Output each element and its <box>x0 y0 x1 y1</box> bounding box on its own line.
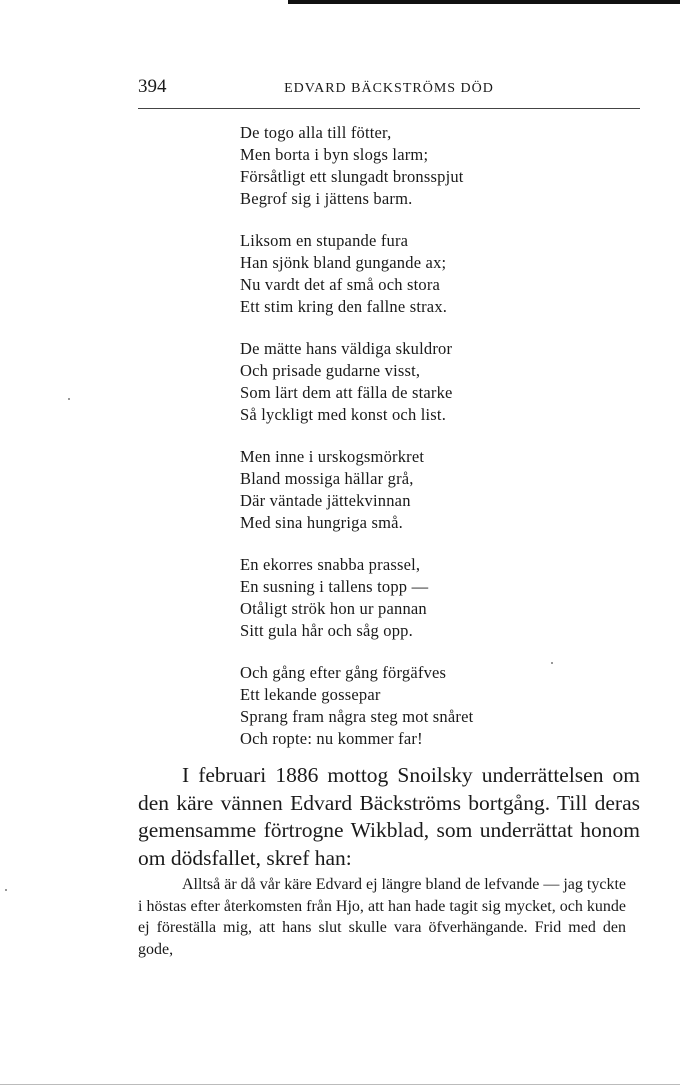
poem-line: Där väntade jättekvinnan <box>240 491 411 510</box>
poem-line: Nu vardt det af små och stora <box>240 275 441 294</box>
stanza-4 <box>240 446 560 534</box>
page-header <box>138 76 640 109</box>
poem-line: Som lärt dem att fälla de starke <box>240 383 453 402</box>
prose-section <box>138 762 640 872</box>
prose-paragraph-small: Alltså är då vår käre Edvard ej längre bland de lefvande — jag tyckte i höstas efter återkomsten från Hjo, att han hade tagit sig mycket, och kunde ej föreställa mig, att hans slut skulle vara öfverhängande. Frid med den gode, <box>138 876 626 958</box>
poem-line: Sprang fram några steg mot snåret <box>240 707 474 726</box>
page-number: 394 <box>138 76 167 97</box>
poem-line: En ekorres snabba prassel, <box>240 555 421 574</box>
prose-paragraph-large: I februari 1886 mottog Snoilsky underrättelsen om den käre vännen Edvard Bäckströms bortgång. Till deras gemensamme förtrogne Wikblad, som underrättat honom om dödsfallet, skref han: <box>138 763 640 870</box>
letter-quote <box>138 874 626 960</box>
stanza-1 <box>240 122 560 210</box>
scan-speck <box>551 662 553 664</box>
poem-line: Så lyckligt med konst och list. <box>240 405 447 424</box>
poem-line: Men borta i byn slogs larm; <box>240 145 429 164</box>
poem-line: De togo alla till fötter, <box>240 123 392 142</box>
poem-line: Och ropte: nu kommer far! <box>240 729 423 748</box>
stanza-2 <box>240 230 560 318</box>
stanza-5 <box>240 554 560 642</box>
poem-line: De mätte hans väldiga skuldror <box>240 339 453 358</box>
poem-line: Bland mossiga hällar grå, <box>240 469 414 488</box>
scan-speck <box>5 889 7 891</box>
stanza-3 <box>240 338 560 426</box>
stanza-6 <box>240 662 560 750</box>
running-title: EDVARD BÄCKSTRÖMS DÖD <box>284 81 494 96</box>
poem <box>240 122 560 770</box>
bottom-edge-rule <box>0 1084 680 1085</box>
poem-line: Liksom en stupande fura <box>240 231 409 250</box>
poem-line: Försåtligt ett slungadt bronsspjut <box>240 167 464 186</box>
poem-line: Ett lekande gossepar <box>240 685 381 704</box>
poem-line: Begrof sig i jättens barm. <box>240 189 413 208</box>
scan-speck <box>68 398 70 400</box>
top-edge-rule <box>288 0 680 4</box>
poem-line: Sitt gula hår och såg opp. <box>240 621 413 640</box>
poem-line: Otåligt strök hon ur pannan <box>240 599 427 618</box>
poem-line: Men inne i urskogsmörkret <box>240 447 425 466</box>
poem-line: Med sina hungriga små. <box>240 513 403 532</box>
poem-line: En susning i tallens topp — <box>240 577 429 596</box>
poem-line: Och gång efter gång förgäfves <box>240 663 447 682</box>
poem-line: Och prisade gudarne visst, <box>240 361 421 380</box>
poem-line: Ett stim kring den fallne strax. <box>240 297 448 316</box>
poem-line: Han sjönk bland gungande ax; <box>240 253 447 272</box>
